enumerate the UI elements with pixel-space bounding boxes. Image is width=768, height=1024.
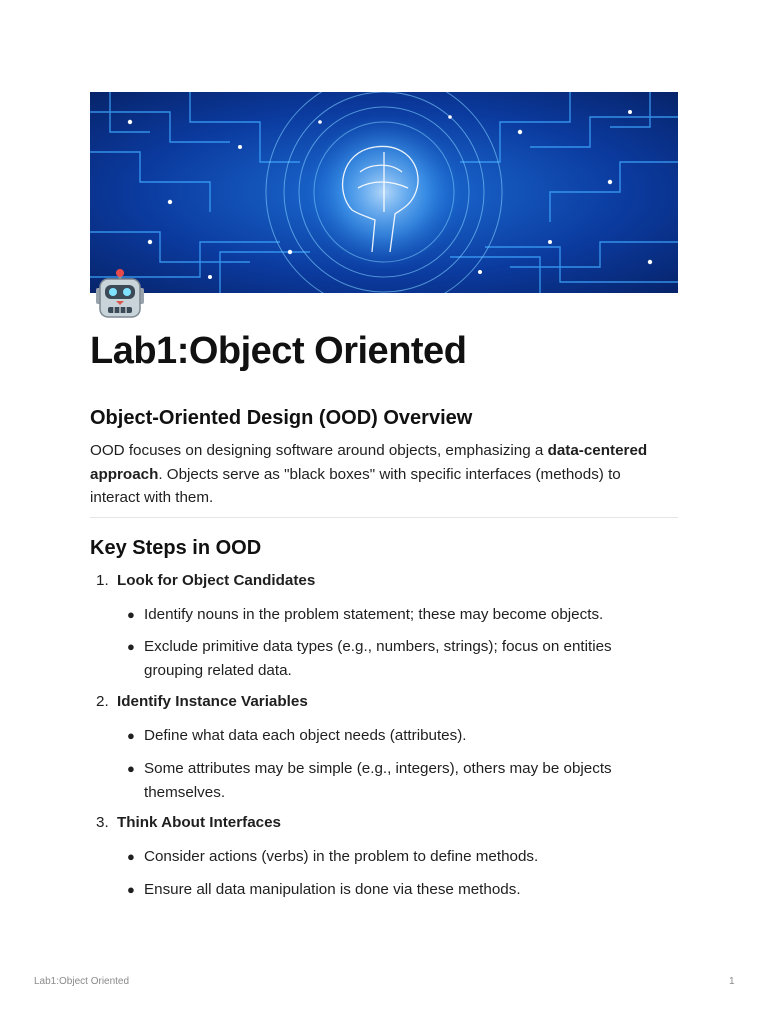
list-item xyxy=(127,845,657,869)
bullet-text: Exclude primitive data types (e.g., numbers, strings); focus on entities grouping related data. xyxy=(144,638,612,679)
bullet-icon: ● xyxy=(127,639,135,654)
overview-heading: Object-Oriented Design (OOD) Overview xyxy=(90,407,473,429)
step-label: Identify Instance Variables xyxy=(117,693,308,710)
list-item xyxy=(127,724,657,748)
list-item xyxy=(127,757,657,804)
step-item xyxy=(96,693,308,710)
divider xyxy=(90,517,678,518)
cover-image xyxy=(90,92,678,293)
bullet-icon: ● xyxy=(127,849,135,864)
bullet-text: Identify nouns in the problem statement; these may become objects. xyxy=(144,606,604,623)
bullet-icon: ● xyxy=(127,882,135,897)
bullet-text: Consider actions (verbs) in the problem to define methods. xyxy=(144,848,539,865)
page-number: 1 xyxy=(729,976,735,987)
step-item xyxy=(96,572,315,589)
bullet-text: Ensure all data manipulation is done via these methods. xyxy=(144,881,521,898)
bullet-icon: ● xyxy=(127,728,135,743)
robot-icon xyxy=(92,268,148,324)
key-steps-heading: Key Steps in OOD xyxy=(90,537,262,559)
overview-text-after: . Objects serve as "black boxes" with specific interfaces (methods) to interact with them. xyxy=(90,465,621,506)
list-item xyxy=(127,603,657,627)
footer-title: Lab1:Object Oriented xyxy=(34,976,130,987)
bullet-text: Some attributes may be simple (e.g., integers), others may be objects themselves. xyxy=(144,760,612,801)
page-title: Lab1:Object Oriented xyxy=(90,330,467,372)
step-number: 3. xyxy=(96,814,109,831)
overview-paragraph xyxy=(90,439,650,510)
bullet-icon: ● xyxy=(127,607,135,622)
step-label: Look for Object Candidates xyxy=(117,572,316,589)
step-number: 1. xyxy=(96,572,109,589)
list-item xyxy=(127,635,657,682)
overview-bold-phrase: data-centered approach xyxy=(90,442,648,483)
step-label: Think About Interfaces xyxy=(117,814,281,831)
list-item xyxy=(127,878,657,902)
bullet-text: Define what data each object needs (attributes). xyxy=(144,727,467,744)
step-number: 2. xyxy=(96,693,109,710)
overview-text-before: OOD focuses on designing software around objects, emphasizing a xyxy=(90,442,548,459)
step-item xyxy=(96,814,281,831)
bullet-icon: ● xyxy=(127,761,135,776)
